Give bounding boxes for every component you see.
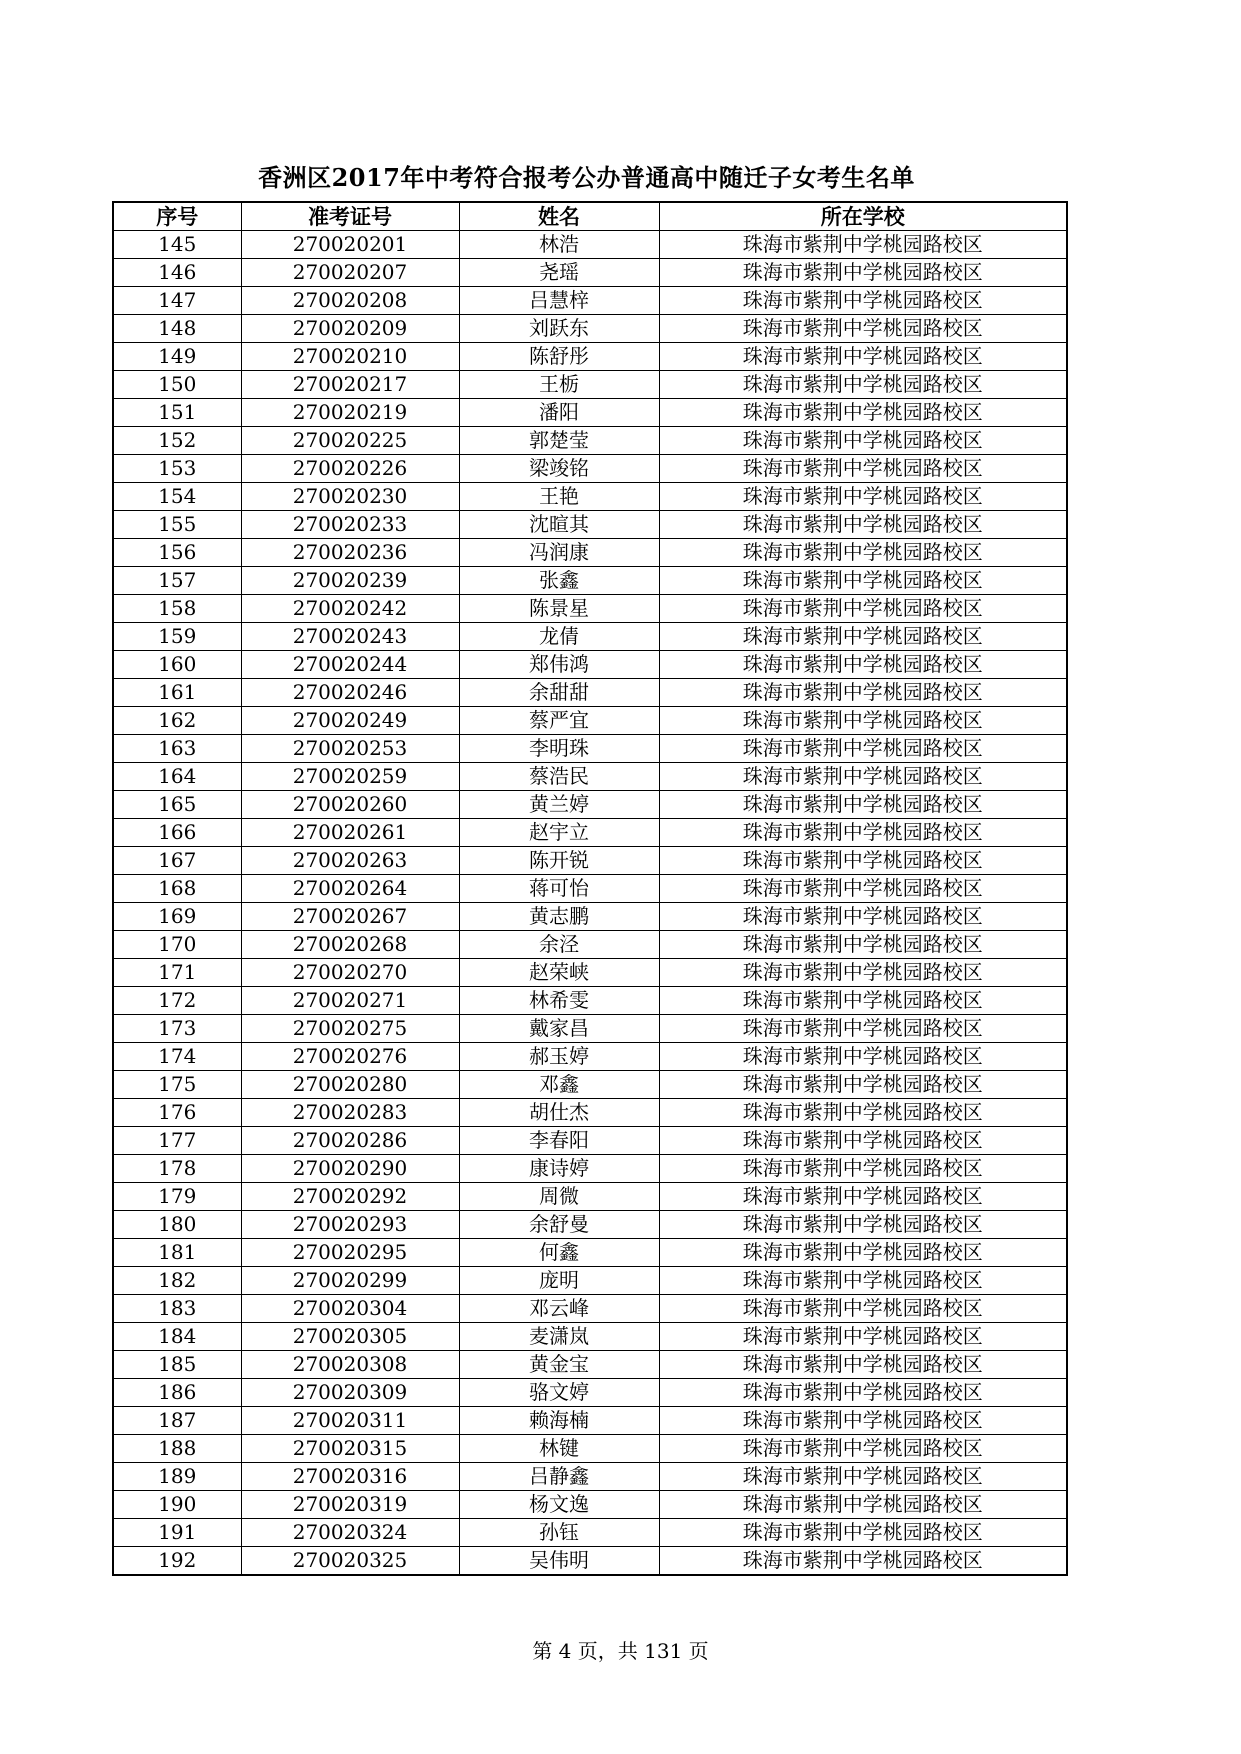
cell-name: 周微 (459, 1183, 659, 1211)
cell-name: 康诗婷 (459, 1155, 659, 1183)
cell-name: 骆文婷 (459, 1379, 659, 1407)
cell-name: 吕静鑫 (459, 1463, 659, 1491)
cell-name: 戴家昌 (459, 1015, 659, 1043)
cell-seq: 172 (113, 987, 241, 1015)
cell-name: 赵宇立 (459, 819, 659, 847)
cell-name: 黄兰婷 (459, 791, 659, 819)
table-row (113, 959, 1067, 987)
cell-school: 珠海市紫荆中学桃园路校区 (659, 1239, 1067, 1267)
table-row (113, 399, 1067, 427)
cell-school: 珠海市紫荆中学桃园路校区 (659, 1099, 1067, 1127)
cell-exam-id: 270020267 (241, 903, 459, 931)
cell-name: 蔡浩民 (459, 763, 659, 791)
cell-name: 邓鑫 (459, 1071, 659, 1099)
cell-school: 珠海市紫荆中学桃园路校区 (659, 1463, 1067, 1491)
cell-exam-id: 270020225 (241, 427, 459, 455)
cell-seq: 188 (113, 1435, 241, 1463)
cell-seq: 150 (113, 371, 241, 399)
cell-exam-id: 270020243 (241, 623, 459, 651)
cell-school: 珠海市紫荆中学桃园路校区 (659, 903, 1067, 931)
page-footer: 第 4 页，共 131 页 (532, 1639, 709, 1663)
cell-exam-id: 270020295 (241, 1239, 459, 1267)
cell-seq: 152 (113, 427, 241, 455)
cell-school: 珠海市紫荆中学桃园路校区 (659, 623, 1067, 651)
cell-seq: 159 (113, 623, 241, 651)
cell-seq: 181 (113, 1239, 241, 1267)
cell-seq: 187 (113, 1407, 241, 1435)
table-row (113, 427, 1067, 455)
cell-school: 珠海市紫荆中学桃园路校区 (659, 1351, 1067, 1379)
cell-name: 王栃 (459, 371, 659, 399)
cell-name: 沈暄其 (459, 511, 659, 539)
cell-exam-id: 270020249 (241, 707, 459, 735)
table-row (113, 1547, 1067, 1576)
table-row (113, 1211, 1067, 1239)
table-body (113, 231, 1067, 1576)
table-row (113, 1183, 1067, 1211)
cell-exam-id: 270020260 (241, 791, 459, 819)
cell-seq: 163 (113, 735, 241, 763)
cell-seq: 145 (113, 231, 241, 259)
cell-seq: 151 (113, 399, 241, 427)
cell-name: 蒋可怡 (459, 875, 659, 903)
cell-name: 尧瑶 (459, 259, 659, 287)
cell-school: 珠海市紫荆中学桃园路校区 (659, 371, 1067, 399)
table-row (113, 1043, 1067, 1071)
cell-exam-id: 270020208 (241, 287, 459, 315)
cell-name: 胡仕杰 (459, 1099, 659, 1127)
cell-exam-id: 270020244 (241, 651, 459, 679)
cell-exam-id: 270020299 (241, 1267, 459, 1295)
cell-school: 珠海市紫荆中学桃园路校区 (659, 1407, 1067, 1435)
table-row (113, 259, 1067, 287)
cell-name: 林键 (459, 1435, 659, 1463)
table-row (113, 231, 1067, 259)
cell-exam-id: 270020263 (241, 847, 459, 875)
cell-exam-id: 270020290 (241, 1155, 459, 1183)
cell-seq: 149 (113, 343, 241, 371)
cell-seq: 186 (113, 1379, 241, 1407)
cell-seq: 191 (113, 1519, 241, 1547)
cell-name: 冯润康 (459, 539, 659, 567)
cell-name: 陈舒彤 (459, 343, 659, 371)
cell-school: 珠海市紫荆中学桃园路校区 (659, 1295, 1067, 1323)
cell-seq: 173 (113, 1015, 241, 1043)
cell-exam-id: 270020268 (241, 931, 459, 959)
table-row (113, 1435, 1067, 1463)
cell-exam-id: 270020293 (241, 1211, 459, 1239)
cell-name: 蔡严宜 (459, 707, 659, 735)
cell-exam-id: 270020233 (241, 511, 459, 539)
table-row (113, 1267, 1067, 1295)
table-row (113, 1099, 1067, 1127)
cell-name: 何鑫 (459, 1239, 659, 1267)
cell-seq: 190 (113, 1491, 241, 1519)
cell-seq: 160 (113, 651, 241, 679)
table-row (113, 847, 1067, 875)
cell-school: 珠海市紫荆中学桃园路校区 (659, 343, 1067, 371)
cell-exam-id: 270020210 (241, 343, 459, 371)
cell-school: 珠海市紫荆中学桃园路校区 (659, 511, 1067, 539)
cell-seq: 192 (113, 1547, 241, 1576)
cell-school: 珠海市紫荆中学桃园路校区 (659, 651, 1067, 679)
table-row (113, 903, 1067, 931)
column-header-name: 姓名 (459, 202, 659, 231)
cell-seq: 154 (113, 483, 241, 511)
cell-school: 珠海市紫荆中学桃园路校区 (659, 259, 1067, 287)
table-row (113, 1239, 1067, 1267)
table-row (113, 1351, 1067, 1379)
table-row (113, 567, 1067, 595)
cell-name: 邓云峰 (459, 1295, 659, 1323)
cell-seq: 158 (113, 595, 241, 623)
cell-exam-id: 270020271 (241, 987, 459, 1015)
table-row (113, 1323, 1067, 1351)
table-row (113, 1295, 1067, 1323)
cell-name: 麦潇岚 (459, 1323, 659, 1351)
cell-name: 吕慧梓 (459, 287, 659, 315)
table-row (113, 931, 1067, 959)
cell-exam-id: 270020305 (241, 1323, 459, 1351)
cell-seq: 147 (113, 287, 241, 315)
cell-exam-id: 270020253 (241, 735, 459, 763)
table-row (113, 623, 1067, 651)
table-row (113, 1071, 1067, 1099)
table-row (113, 763, 1067, 791)
cell-exam-id: 270020217 (241, 371, 459, 399)
cell-school: 珠海市紫荆中学桃园路校区 (659, 1155, 1067, 1183)
cell-school: 珠海市紫荆中学桃园路校区 (659, 231, 1067, 259)
cell-name: 吴伟明 (459, 1547, 659, 1576)
cell-school: 珠海市紫荆中学桃园路校区 (659, 959, 1067, 987)
cell-school: 珠海市紫荆中学桃园路校区 (659, 287, 1067, 315)
cell-exam-id: 270020261 (241, 819, 459, 847)
cell-seq: 178 (113, 1155, 241, 1183)
cell-seq: 161 (113, 679, 241, 707)
cell-exam-id: 270020270 (241, 959, 459, 987)
cell-name: 陈景星 (459, 595, 659, 623)
cell-name: 郭楚莹 (459, 427, 659, 455)
cell-school: 珠海市紫荆中学桃园路校区 (659, 1435, 1067, 1463)
cell-school: 珠海市紫荆中学桃园路校区 (659, 1379, 1067, 1407)
cell-school: 珠海市紫荆中学桃园路校区 (659, 875, 1067, 903)
cell-seq: 179 (113, 1183, 241, 1211)
cell-school: 珠海市紫荆中学桃园路校区 (659, 819, 1067, 847)
cell-seq: 183 (113, 1295, 241, 1323)
cell-name: 孙钰 (459, 1519, 659, 1547)
cell-exam-id: 270020309 (241, 1379, 459, 1407)
cell-seq: 177 (113, 1127, 241, 1155)
cell-exam-id: 270020319 (241, 1491, 459, 1519)
table-header-row (113, 202, 1067, 231)
table-row (113, 1379, 1067, 1407)
table-row (113, 371, 1067, 399)
cell-seq: 162 (113, 707, 241, 735)
table-row (113, 1127, 1067, 1155)
cell-exam-id: 270020239 (241, 567, 459, 595)
cell-school: 珠海市紫荆中学桃园路校区 (659, 567, 1067, 595)
table-row (113, 819, 1067, 847)
cell-seq: 174 (113, 1043, 241, 1071)
cell-school: 珠海市紫荆中学桃园路校区 (659, 847, 1067, 875)
cell-school: 珠海市紫荆中学桃园路校区 (659, 483, 1067, 511)
cell-exam-id: 270020276 (241, 1043, 459, 1071)
cell-exam-id: 270020275 (241, 1015, 459, 1043)
cell-name: 林浩 (459, 231, 659, 259)
cell-school: 珠海市紫荆中学桃园路校区 (659, 987, 1067, 1015)
cell-name: 庞明 (459, 1267, 659, 1295)
cell-exam-id: 270020292 (241, 1183, 459, 1211)
cell-name: 潘阳 (459, 399, 659, 427)
table-row (113, 679, 1067, 707)
cell-school: 珠海市紫荆中学桃园路校区 (659, 931, 1067, 959)
cell-name: 赖海楠 (459, 1407, 659, 1435)
cell-exam-id: 270020259 (241, 763, 459, 791)
cell-school: 珠海市紫荆中学桃园路校区 (659, 1547, 1067, 1576)
table-row (113, 1407, 1067, 1435)
cell-seq: 156 (113, 539, 241, 567)
cell-exam-id: 270020264 (241, 875, 459, 903)
table-row (113, 511, 1067, 539)
cell-name: 李明珠 (459, 735, 659, 763)
cell-seq: 176 (113, 1099, 241, 1127)
cell-school: 珠海市紫荆中学桃园路校区 (659, 399, 1067, 427)
cell-exam-id: 270020230 (241, 483, 459, 511)
cell-exam-id: 270020315 (241, 1435, 459, 1463)
cell-seq: 175 (113, 1071, 241, 1099)
table-row (113, 1491, 1067, 1519)
cell-school: 珠海市紫荆中学桃园路校区 (659, 455, 1067, 483)
student-roster-table (112, 201, 1068, 1576)
cell-name: 黄金宝 (459, 1351, 659, 1379)
table-row (113, 287, 1067, 315)
cell-school: 珠海市紫荆中学桃园路校区 (659, 1183, 1067, 1211)
column-header-seq: 序号 (113, 202, 241, 231)
cell-name: 梁竣铭 (459, 455, 659, 483)
cell-seq: 168 (113, 875, 241, 903)
cell-seq: 153 (113, 455, 241, 483)
cell-school: 珠海市紫荆中学桃园路校区 (659, 1323, 1067, 1351)
cell-seq: 164 (113, 763, 241, 791)
cell-exam-id: 270020242 (241, 595, 459, 623)
cell-exam-id: 270020219 (241, 399, 459, 427)
cell-school: 珠海市紫荆中学桃园路校区 (659, 595, 1067, 623)
column-header-exam-id: 准考证号 (241, 202, 459, 231)
cell-school: 珠海市紫荆中学桃园路校区 (659, 735, 1067, 763)
cell-exam-id: 270020316 (241, 1463, 459, 1491)
cell-name: 陈开锐 (459, 847, 659, 875)
page-title: 香洲区2017年中考符合报考公办普通高中随迁子女考生名单 (258, 163, 915, 192)
table-row (113, 875, 1067, 903)
cell-seq: 166 (113, 819, 241, 847)
cell-school: 珠海市紫荆中学桃园路校区 (659, 679, 1067, 707)
table-row (113, 791, 1067, 819)
cell-seq: 184 (113, 1323, 241, 1351)
cell-name: 张鑫 (459, 567, 659, 595)
cell-school: 珠海市紫荆中学桃园路校区 (659, 763, 1067, 791)
cell-school: 珠海市紫荆中学桃园路校区 (659, 539, 1067, 567)
table-row (113, 1519, 1067, 1547)
cell-seq: 171 (113, 959, 241, 987)
cell-seq: 165 (113, 791, 241, 819)
cell-seq: 180 (113, 1211, 241, 1239)
cell-seq: 169 (113, 903, 241, 931)
cell-exam-id: 270020280 (241, 1071, 459, 1099)
cell-exam-id: 270020308 (241, 1351, 459, 1379)
cell-seq: 155 (113, 511, 241, 539)
cell-school: 珠海市紫荆中学桃园路校区 (659, 1127, 1067, 1155)
table-row (113, 1463, 1067, 1491)
cell-seq: 182 (113, 1267, 241, 1295)
cell-seq: 148 (113, 315, 241, 343)
cell-school: 珠海市紫荆中学桃园路校区 (659, 1491, 1067, 1519)
cell-name: 余舒曼 (459, 1211, 659, 1239)
table-row (113, 987, 1067, 1015)
cell-exam-id: 270020236 (241, 539, 459, 567)
cell-exam-id: 270020324 (241, 1519, 459, 1547)
cell-exam-id: 270020325 (241, 1547, 459, 1576)
cell-exam-id: 270020304 (241, 1295, 459, 1323)
cell-school: 珠海市紫荆中学桃园路校区 (659, 707, 1067, 735)
cell-name: 王艳 (459, 483, 659, 511)
cell-exam-id: 270020207 (241, 259, 459, 287)
cell-name: 杨文逸 (459, 1491, 659, 1519)
table-row (113, 483, 1067, 511)
table-row (113, 707, 1067, 735)
cell-exam-id: 270020209 (241, 315, 459, 343)
cell-name: 黄志鹏 (459, 903, 659, 931)
column-header-school: 所在学校 (659, 202, 1067, 231)
table-row (113, 455, 1067, 483)
cell-school: 珠海市紫荆中学桃园路校区 (659, 1071, 1067, 1099)
cell-school: 珠海市紫荆中学桃园路校区 (659, 791, 1067, 819)
cell-name: 林希雯 (459, 987, 659, 1015)
cell-exam-id: 270020226 (241, 455, 459, 483)
table-row (113, 651, 1067, 679)
cell-name: 余甜甜 (459, 679, 659, 707)
cell-name: 刘跃东 (459, 315, 659, 343)
table-row (113, 1015, 1067, 1043)
cell-name: 赵荣峡 (459, 959, 659, 987)
cell-name: 郝玉婷 (459, 1043, 659, 1071)
table-row (113, 343, 1067, 371)
cell-school: 珠海市紫荆中学桃园路校区 (659, 315, 1067, 343)
cell-school: 珠海市紫荆中学桃园路校区 (659, 1015, 1067, 1043)
cell-name: 余泾 (459, 931, 659, 959)
cell-school: 珠海市紫荆中学桃园路校区 (659, 427, 1067, 455)
cell-exam-id: 270020246 (241, 679, 459, 707)
cell-seq: 185 (113, 1351, 241, 1379)
cell-seq: 189 (113, 1463, 241, 1491)
cell-school: 珠海市紫荆中学桃园路校区 (659, 1519, 1067, 1547)
cell-name: 龙倩 (459, 623, 659, 651)
table-row (113, 539, 1067, 567)
cell-seq: 170 (113, 931, 241, 959)
cell-name: 郑伟鸿 (459, 651, 659, 679)
cell-school: 珠海市紫荆中学桃园路校区 (659, 1043, 1067, 1071)
cell-exam-id: 270020286 (241, 1127, 459, 1155)
cell-exam-id: 270020311 (241, 1407, 459, 1435)
table-row (113, 315, 1067, 343)
table-row (113, 595, 1067, 623)
cell-exam-id: 270020283 (241, 1099, 459, 1127)
cell-exam-id: 270020201 (241, 231, 459, 259)
cell-seq: 157 (113, 567, 241, 595)
table-row (113, 1155, 1067, 1183)
cell-school: 珠海市紫荆中学桃园路校区 (659, 1211, 1067, 1239)
cell-name: 李春阳 (459, 1127, 659, 1155)
cell-school: 珠海市紫荆中学桃园路校区 (659, 1267, 1067, 1295)
cell-seq: 167 (113, 847, 241, 875)
table-row (113, 735, 1067, 763)
cell-seq: 146 (113, 259, 241, 287)
